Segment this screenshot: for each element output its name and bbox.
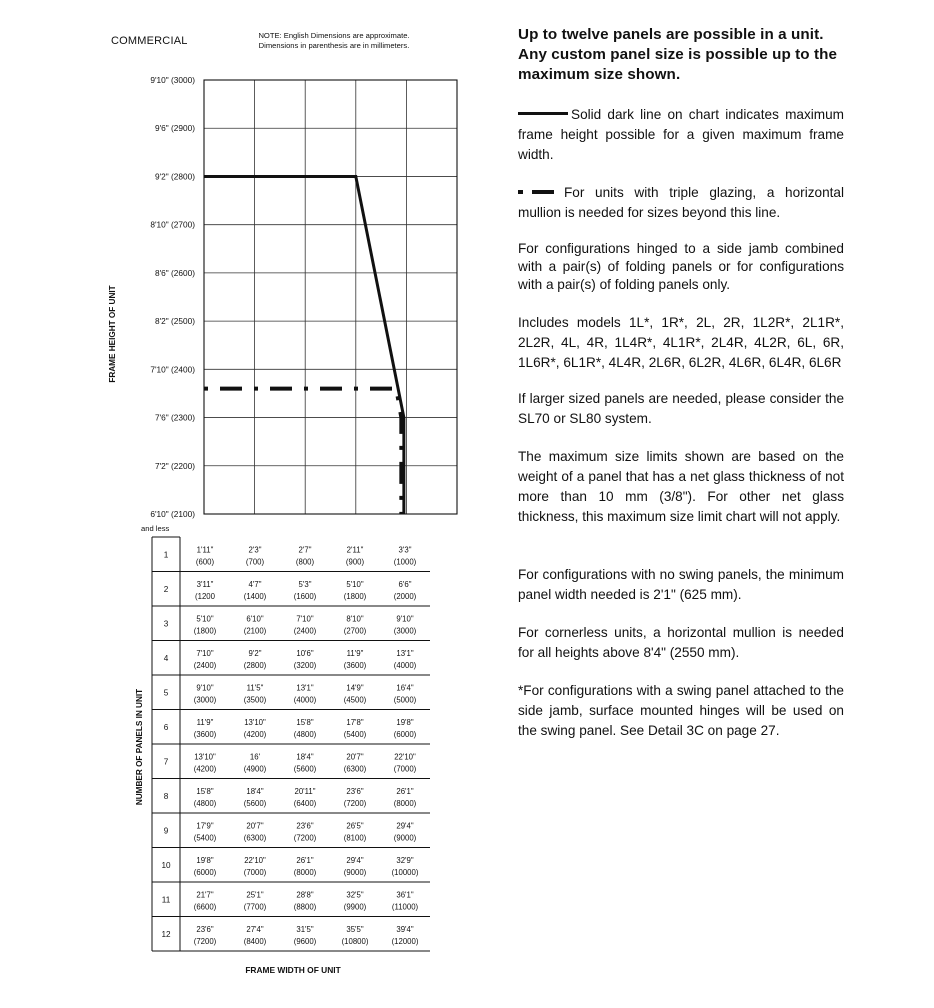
width-imperial-label: 13'1"	[296, 683, 314, 693]
width-imperial-label: 16'4"	[396, 683, 414, 693]
width-metric-label: (7000)	[243, 867, 267, 877]
width-imperial-label: 5'3"	[298, 579, 312, 589]
width-imperial-label: 11'9"	[346, 648, 364, 658]
panel-count-label: 6	[163, 722, 169, 732]
y-tick-label: 6'10" (2100)	[150, 509, 195, 519]
panel-count-label: 5	[163, 688, 169, 698]
width-imperial-label: 3'3"	[398, 545, 412, 555]
y-tick-label: 7'2" (2200)	[154, 460, 195, 471]
width-imperial-label: 5'10"	[346, 579, 364, 589]
width-imperial-label: 17'8"	[346, 717, 364, 727]
x-axis-title: FRAME WIDTH OF UNIT	[245, 965, 341, 975]
dashed-line-swatch	[518, 181, 554, 201]
width-metric-label: (4200)	[243, 729, 267, 739]
width-imperial-label: 20'7"	[346, 752, 364, 762]
width-metric-label: (3200)	[293, 660, 317, 670]
width-imperial-label: 18'4"	[296, 752, 314, 762]
width-imperial-label: 4'7"	[248, 579, 262, 589]
width-imperial-label: 36'1"	[396, 890, 414, 900]
width-metric-label: (4800)	[293, 729, 317, 739]
width-metric-label: (9900)	[343, 902, 367, 912]
width-imperial-label: 19'8"	[196, 855, 214, 865]
width-metric-label: (12000)	[391, 936, 419, 946]
width-imperial-label: 23'6"	[196, 924, 214, 934]
width-imperial-label: 11'9"	[196, 717, 214, 727]
width-metric-label: (5600)	[243, 798, 267, 808]
width-imperial-label: 23'6"	[296, 821, 314, 831]
width-metric-label: (5000)	[393, 695, 417, 705]
width-metric-label: (2800)	[243, 660, 267, 670]
category-label: COMMERCIAL	[111, 35, 188, 47]
panel-count-label: 12	[161, 929, 171, 939]
width-metric-label: (8400)	[243, 936, 267, 946]
width-imperial-label: 26'1"	[296, 855, 314, 865]
width-imperial-label: 15'8"	[196, 786, 214, 796]
width-imperial-label: 32'5"	[346, 890, 364, 900]
width-imperial-label: 18'4"	[246, 786, 264, 796]
width-imperial-label: 2'7"	[298, 545, 312, 555]
width-imperial-label: 39'4"	[396, 924, 414, 934]
dashed-line-legend-text: For units with triple glazing, a horizontal mullion is needed for sizes beyond this line.	[518, 185, 844, 221]
y-tick-label: 9'10" (3000)	[150, 75, 195, 85]
width-imperial-label: 20'7"	[246, 821, 264, 831]
width-metric-label: (800)	[295, 557, 315, 567]
width-metric-label: (8000)	[393, 798, 417, 808]
dimension-note-line-1: NOTE: English Dimensions are approximate.	[258, 31, 410, 40]
width-imperial-label: 29'4"	[346, 855, 364, 865]
width-metric-label: (8100)	[343, 833, 367, 843]
solid-line-swatch	[518, 112, 568, 115]
lead-paragraph: Up to twelve panels are possible in a unit. Any custom panel size is possible up to the maximum size shown.	[518, 26, 838, 83]
width-metric-label: (2100)	[243, 626, 267, 636]
width-imperial-label: 26'1"	[396, 786, 414, 796]
width-imperial-label: 9'2"	[248, 648, 262, 658]
width-metric-label: (2000)	[393, 591, 417, 601]
plot-frame	[204, 80, 457, 514]
swing-panel-paragraph: *For configurations with a swing panel attached to the side jamb, surface mounted hinges will be used on the swing panel. See Detail 3C on page 27.	[518, 683, 844, 738]
width-imperial-label: 16'	[249, 752, 261, 762]
panel-count-label: 11	[161, 895, 171, 905]
panel-count-label: 4	[163, 653, 169, 663]
width-metric-label: (6300)	[343, 764, 367, 774]
width-imperial-label: 6'10"	[246, 614, 264, 624]
width-metric-label: (10000)	[391, 867, 419, 877]
larger-panels-paragraph: If larger sized panels are needed, please consider the SL70 or SL80 system.	[518, 391, 844, 426]
width-imperial-label: 31'5"	[296, 924, 314, 934]
width-metric-label: (5400)	[193, 833, 217, 843]
width-imperial-label: 22'10"	[244, 855, 266, 865]
width-metric-label: (7700)	[243, 902, 267, 912]
width-metric-label: (9000)	[393, 833, 417, 843]
y-axis-title: FRAME HEIGHT OF UNIT	[108, 285, 117, 383]
width-imperial-label: 20'11"	[294, 786, 316, 796]
panel-count-label: 1	[163, 550, 169, 560]
width-imperial-label: 35'5"	[346, 924, 364, 934]
panel-count-label: 7	[163, 757, 169, 767]
width-imperial-label: 32'9"	[396, 855, 414, 865]
cornerless-paragraph: For cornerless units, a horizontal mullion is needed for all heights above 8'4" (2550 mm).	[518, 625, 844, 660]
width-metric-label: (900)	[345, 557, 365, 567]
panel-count-label: 9	[163, 826, 169, 836]
width-metric-label: (7200)	[343, 798, 367, 808]
y-tick-label: 8'10" (2700)	[150, 219, 195, 230]
max-height-line	[204, 176, 404, 514]
width-metric-label: (6600)	[193, 902, 217, 912]
width-metric-label: (3500)	[243, 695, 267, 705]
width-imperial-label: 17'9"	[196, 821, 214, 831]
width-imperial-label: 8'10"	[346, 614, 364, 624]
width-metric-label: (1600)	[293, 591, 317, 601]
width-imperial-label: 29'4"	[396, 821, 414, 831]
width-metric-label: (3000)	[393, 626, 417, 636]
width-imperial-label: 15'8"	[296, 717, 314, 727]
width-metric-label: (1800)	[343, 591, 367, 601]
width-imperial-label: 7'10"	[296, 614, 314, 624]
width-imperial-label: 7'10"	[196, 648, 214, 658]
width-metric-label: (5600)	[293, 764, 317, 774]
width-imperial-label: 3'11"	[196, 579, 214, 589]
width-metric-label: (10800)	[341, 936, 369, 946]
width-imperial-label: 27'4"	[246, 924, 264, 934]
no-swing-paragraph: For configurations with no swing panels, the minimum panel width needed is 2'1" (625 mm).	[518, 567, 844, 602]
panel-count-label: 2	[163, 584, 169, 594]
solid-line-legend	[518, 105, 844, 165]
width-imperial-label: 2'11"	[346, 545, 364, 555]
width-imperial-label: 9'10"	[396, 614, 414, 624]
width-imperial-label: 14'9"	[346, 683, 364, 693]
panel-count-label: 8	[163, 791, 169, 801]
width-metric-label: (9600)	[293, 936, 317, 946]
width-metric-label: (6000)	[193, 867, 217, 877]
width-imperial-label: 10'6"	[296, 648, 314, 658]
y-tick-sublabel: and less	[141, 524, 170, 533]
width-metric-label: (3600)	[193, 729, 217, 739]
width-metric-label: (1800)	[193, 626, 217, 636]
width-metric-label: (5400)	[343, 729, 367, 739]
width-metric-label: (2400)	[293, 626, 317, 636]
width-metric-label: (1400)	[243, 591, 267, 601]
width-imperial-label: 2'3"	[248, 545, 262, 555]
width-metric-label: (3600)	[343, 660, 367, 670]
width-metric-label: (4800)	[193, 798, 217, 808]
width-imperial-label: 13'10"	[244, 717, 266, 727]
width-metric-label: (7200)	[193, 936, 217, 946]
width-imperial-label: 6'6"	[398, 579, 412, 589]
triple-glazing-mullion-line	[204, 389, 401, 514]
size-limits-paragraph: The maximum size limits shown are based on the weight of a panel that has a net glass thickness of not more than 10 mm (3/8"). For other net glass thickness, this maximum size limit chart will not apply.	[518, 449, 844, 524]
width-metric-label: (4900)	[243, 764, 267, 774]
width-imperial-label: 5'10"	[196, 614, 214, 624]
width-imperial-label: 21'7"	[196, 890, 214, 900]
y-tick-label: 8'2" (2500)	[154, 316, 195, 327]
width-imperial-label: 22'10"	[394, 752, 416, 762]
width-imperial-label: 1'11"	[196, 545, 214, 555]
width-metric-label: (600)	[195, 557, 215, 567]
width-metric-label: (2400)	[193, 660, 217, 670]
solid-line-legend-text: Solid dark line on chart indicates maximum frame height possible for a given maximum frame width.	[518, 107, 844, 162]
width-metric-label: (11000)	[391, 902, 419, 912]
width-metric-label: (1000)	[393, 557, 417, 567]
table-y-axis-title: NUMBER OF PANELS IN UNIT	[135, 688, 144, 806]
width-metric-label: (7200)	[293, 833, 317, 843]
width-metric-label: (2700)	[343, 626, 367, 636]
width-metric-label: (700)	[245, 557, 265, 567]
width-imperial-label: 26'5"	[346, 821, 364, 831]
width-metric-label: (6300)	[243, 833, 267, 843]
width-metric-label: (9000)	[343, 867, 367, 877]
width-metric-label: (4200)	[193, 764, 217, 774]
width-metric-label: (1200	[195, 591, 215, 601]
y-tick-label: 9'6" (2900)	[154, 123, 195, 134]
y-tick-label: 9'2" (2800)	[154, 171, 195, 182]
width-imperial-label: 25'1"	[246, 890, 264, 900]
width-imperial-label: 11'5"	[246, 683, 264, 693]
width-metric-label: (3000)	[193, 695, 217, 705]
folding-paragraph: For configurations hinged to a side jamb combined with a pair(s) of folding panels or for configurations with a pair(s) of folding panels only.	[518, 241, 844, 292]
y-tick-label: 7'6" (2300)	[154, 412, 195, 423]
width-metric-label: (4000)	[393, 660, 417, 670]
panel-count-label: 10	[161, 860, 171, 870]
width-metric-label: (6400)	[293, 798, 317, 808]
width-imperial-label: 19'8"	[396, 717, 414, 727]
dashed-line-legend	[518, 183, 844, 223]
width-metric-label: (4000)	[293, 695, 317, 705]
width-imperial-label: 9'10"	[196, 683, 214, 693]
width-imperial-label: 13'10"	[194, 752, 216, 762]
y-tick-label: 8'6" (2600)	[154, 267, 195, 278]
width-imperial-label: 13'1"	[396, 648, 414, 658]
panel-count-label: 3	[163, 619, 169, 629]
models-paragraph: Includes models 1L*, 1R*, 2L, 2R, 1L2R*, 2L1R*, 2L2R, 4L, 4R, 1L4R*, 4L1R*, 2L4R, 4L2R, 6L, 6R, 1L6R*, 6L1R*, 4L4R, 2L6R, 6L2R, 4L6R, 6L4R, 6L6R	[518, 315, 844, 370]
width-metric-label: (8000)	[293, 867, 317, 877]
width-metric-label: (6000)	[393, 729, 417, 739]
width-imperial-label: 28'8"	[296, 890, 314, 900]
width-metric-label: (4500)	[343, 695, 367, 705]
y-tick-label: 7'10" (2400)	[150, 364, 195, 375]
width-metric-label: (8800)	[293, 902, 317, 912]
width-metric-label: (7000)	[393, 764, 417, 774]
width-imperial-label: 23'6"	[346, 786, 364, 796]
dimension-note-line-2: Dimensions in parenthesis are in millimeters.	[258, 41, 410, 50]
